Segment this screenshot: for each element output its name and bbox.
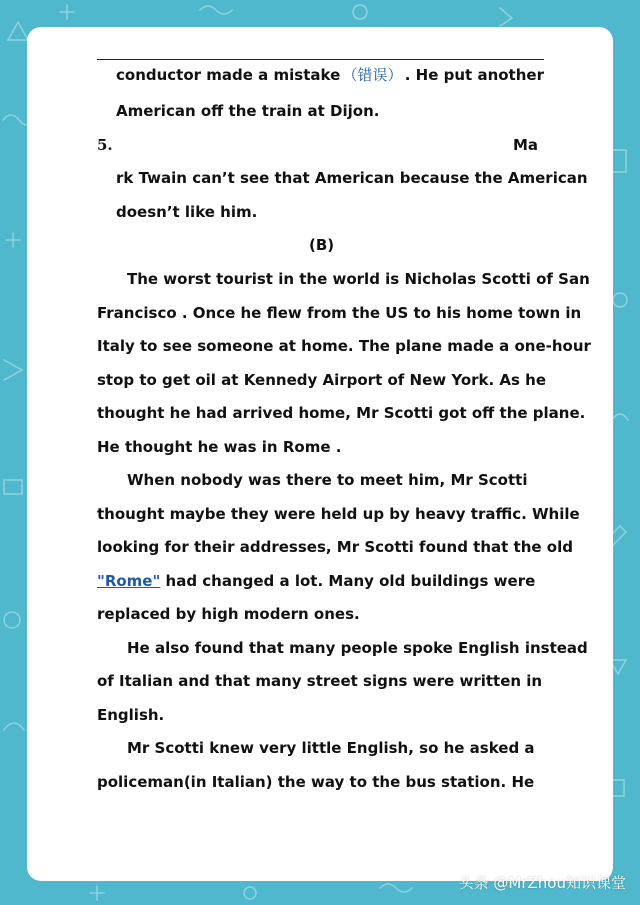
paragraph2-line4-rest: had changed a lot. Many old buildings were — [160, 572, 536, 590]
paragraph2-line: When nobody was there to meet him, Mr Scotti — [127, 471, 528, 489]
paragraph2-line4 — [97, 571, 535, 591]
paragraph1-line: The worst tourist in the world is Nicholas Scotti of San — [127, 270, 590, 288]
paragraph1-line: Italy to see someone at home. The plane made a one-hour — [97, 337, 591, 355]
item4-line1-text: conductor made a mistake — [116, 66, 341, 84]
item5-line3: doesn’t like him. — [116, 203, 258, 221]
paragraph2-line: replaced by high modern ones. — [97, 605, 360, 623]
paragraph3-line: English. — [97, 706, 165, 724]
paragraph1-line: stop to get oil at Kennedy Airport of New York. As he — [97, 371, 547, 389]
paragraph1-line: Francisco . Once he flew from the US to his home town in — [97, 304, 582, 322]
paragraph1-line: thought he had arrived home, Mr Scotti got off the plane. — [97, 404, 586, 422]
paragraph3-line: He also found that many people spoke English instead — [127, 639, 588, 657]
chinese-note: （错误） — [342, 66, 403, 84]
paragraph3-line: of Italian and that many street signs were written in — [97, 672, 543, 690]
paragraph1-line: He thought he was in Rome . — [97, 438, 342, 456]
rome-link[interactable]: "Rome" — [97, 572, 161, 590]
paragraph2-line: looking for their addresses, Mr Scotti found that the old — [97, 538, 573, 556]
paragraph4-line: policeman(in Italian) the way to the bus station. He — [97, 773, 535, 791]
item4-line1 — [116, 65, 544, 85]
paragraph4-line: Mr Scotti knew very little English, so he asked a — [127, 739, 535, 757]
top-rule — [97, 59, 544, 60]
item5-number: 5. — [97, 136, 113, 154]
item4-line1-end: . He put another — [404, 66, 544, 84]
item5-line2: rk Twain can’t see that American because the American — [116, 169, 588, 187]
item4-line2: American off the train at Dijon. — [116, 102, 380, 120]
document-page — [27, 27, 613, 881]
paragraph2-line: thought maybe they were held up by heavy traffic. While — [97, 505, 580, 523]
item5-line1-end: Ma — [513, 136, 539, 154]
section-label: (B) — [309, 236, 335, 254]
watermark: 头条 @MrZhou知识课堂 — [458, 874, 626, 892]
